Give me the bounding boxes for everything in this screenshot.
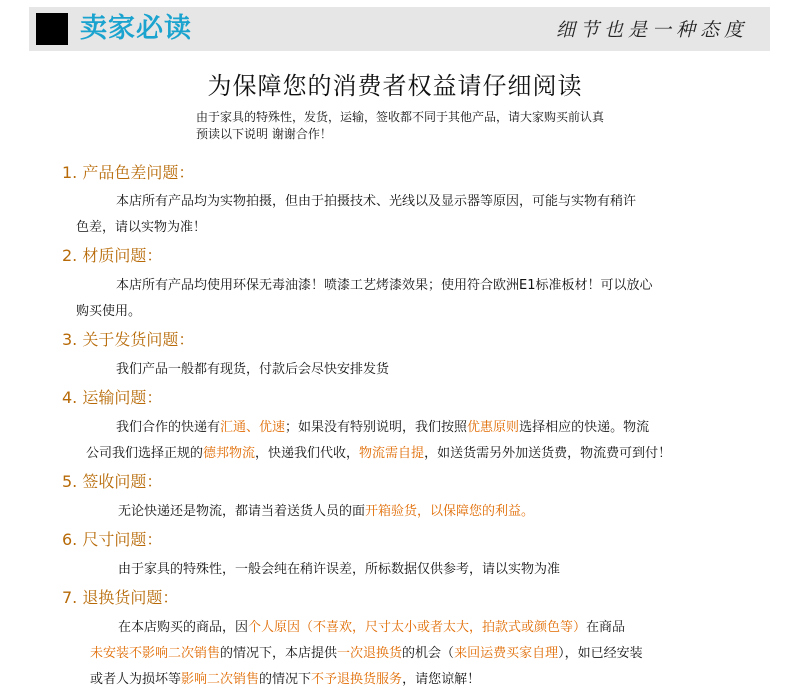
- text-run: 公司我们选择正规的: [86, 446, 204, 461]
- text-run: 的情况下，本店提供: [220, 646, 338, 661]
- section-text: 我们产品一般都有现货，付款后会尽快安排发货: [116, 362, 390, 377]
- highlight-text: 影响二次销售: [181, 672, 260, 687]
- text-run: 我们合作的快递有: [116, 420, 221, 435]
- section-text: [118, 618, 625, 638]
- section-text: [86, 444, 671, 464]
- section-title-size: 6. 尺寸问题：: [62, 530, 163, 549]
- text-run: 无论快递还是物流，都请当着送货人员的面: [118, 504, 366, 519]
- section-title-transport: 4. 运输问题：: [62, 388, 163, 407]
- text-run: 在本店购买的商品，因: [118, 620, 249, 635]
- section-title-shipping: 3. 关于发货问题：: [62, 330, 195, 349]
- text-run: 在商品: [586, 620, 626, 635]
- intro-text: [196, 109, 604, 143]
- highlight-text: 汇通、优速: [220, 420, 286, 435]
- highlight-text: 不予退换货服务: [311, 672, 403, 687]
- highlight-text: 物流需自提: [359, 446, 425, 461]
- section-text: 本店所有产品均为实物拍摄，但由于拍摄技术、光线以及显示器等原因，可能与实物有稍许: [116, 194, 637, 209]
- text-run: ，请您谅解！: [402, 672, 481, 687]
- header-black-square: [36, 13, 68, 45]
- section-text: 购买使用。: [76, 304, 142, 319]
- section-title-returns: 7. 退换货问题：: [62, 588, 179, 607]
- page-title: 为保障您的消费者权益请仔细阅读: [207, 72, 583, 100]
- section-title-material: 2. 材质问题：: [62, 246, 163, 265]
- highlight-text: 德邦物流: [203, 446, 256, 461]
- highlight-text: 个人原因（不喜欢，尺寸太小或者太大，拍款式或颜色等）: [248, 620, 587, 635]
- header-title: 卖家必读: [80, 13, 192, 44]
- text-run: 选择相应的快递。物流: [519, 420, 650, 435]
- highlight-text: 未安装不影响二次销售: [90, 646, 221, 661]
- text-run: 的机会（: [402, 646, 455, 661]
- section-text: [116, 418, 649, 438]
- section-text: [90, 644, 643, 664]
- text-run: ），如已经安装: [558, 646, 643, 661]
- intro-line: 由于家具的特殊性，发货，运输，签收都不同于其他产品，请大家购买前认真: [196, 110, 605, 124]
- header-slogan: 细节也是一种态度: [555, 19, 748, 41]
- highlight-text: 开箱验货，以保障您的利益。: [365, 504, 535, 519]
- section-title-receipt: 5. 签收问题：: [62, 472, 163, 491]
- highlight-text: 一次退换货: [337, 646, 403, 661]
- section-title-color-difference: 1. 产品色差问题：: [62, 163, 195, 182]
- section-text: 本店所有产品均使用环保无毒油漆！喷漆工艺烤漆效果；使用符合欧洲E1标准板材！可以放心: [116, 278, 653, 293]
- intro-line: 预读以下说明 谢谢合作！: [196, 127, 332, 141]
- text-run: ；如果没有特别说明，我们按照: [285, 420, 468, 435]
- text-run: 的情况下: [259, 672, 312, 687]
- section-text: 由于家具的特殊性，一般会纯在稍许误差，所标数据仅供参考，请以实物为准: [118, 562, 561, 577]
- text-run: ，如送货需另外加送货费，物流费可到付！: [424, 446, 672, 461]
- section-text: 色差，请以实物为准！: [76, 220, 207, 235]
- text-run: ，快递我们代收，: [255, 446, 360, 461]
- section-text: [90, 670, 480, 690]
- section-text: [118, 502, 534, 522]
- text-run: 或者人为损坏等: [90, 672, 182, 687]
- highlight-text: 来回运费买家自理: [454, 646, 559, 661]
- highlight-text: 优惠原则: [467, 420, 520, 435]
